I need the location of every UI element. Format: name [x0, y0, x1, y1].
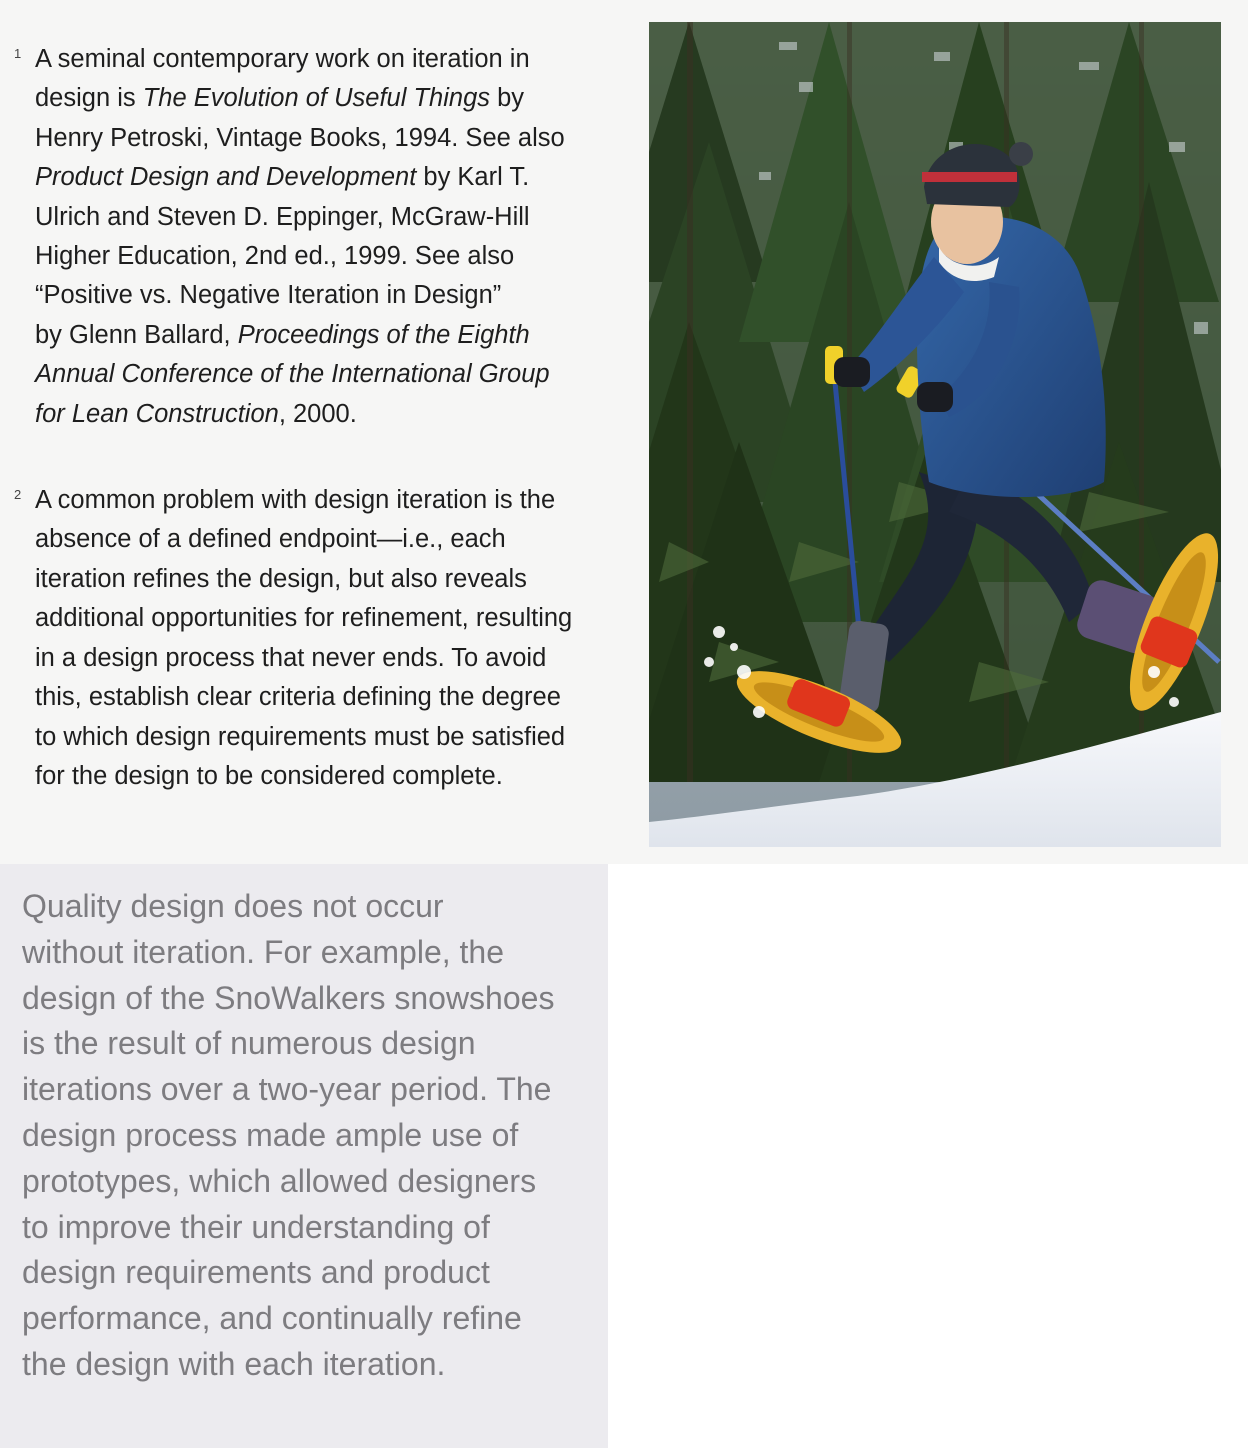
footnote-text: for the design to be considered complete. — [35, 761, 503, 790]
caption-line: prototypes, which allowed designers — [22, 1162, 537, 1199]
footnote-line — [35, 678, 614, 717]
caption-box — [0, 864, 608, 1448]
footnote-title-text: The Evolution of Useful Things — [142, 84, 490, 113]
footnote-line — [35, 198, 614, 237]
footnote-marker: 1 — [14, 46, 22, 61]
footnote-title-text: for Lean Construction — [35, 399, 279, 428]
caption-line: is the result of numerous design — [22, 1025, 476, 1062]
footnotes-column — [14, 40, 614, 796]
caption-line: iterations over a two-year period. The — [22, 1071, 552, 1108]
footnote-line — [35, 481, 614, 520]
footnote-text: A common problem with design iteration is the — [35, 486, 556, 515]
footnote-title-text: Annual Conference of the International Group — [35, 360, 550, 389]
footnote-line — [35, 276, 614, 315]
footnote-line — [35, 79, 614, 118]
footnote-title-text: Product Design and Development — [35, 163, 417, 192]
caption-line: design requirements and product — [22, 1254, 490, 1291]
footnote-line — [35, 158, 614, 197]
footnote-line — [35, 520, 614, 559]
footnote-line — [35, 395, 614, 434]
snowshoer-illustration — [649, 22, 1221, 847]
footnote-text: by Karl T. — [416, 163, 530, 192]
footnote-text: A seminal contemporary work on iteration in — [35, 45, 530, 73]
footnote-text: “Positive vs. Negative Iteration in Design” — [35, 281, 502, 310]
footnote-marker: 2 — [14, 487, 22, 503]
caption-line: design process made ample use of — [22, 1116, 519, 1153]
footnote-text: by Glenn Ballard, — [35, 320, 238, 349]
footnote-line — [35, 757, 614, 796]
footnote-line — [35, 119, 614, 158]
footnote-text: Higher Education, 2nd ed., 1999. See also — [35, 242, 515, 271]
footnote-line — [35, 316, 614, 355]
footnote-line — [35, 237, 614, 276]
footnote-text: this, establish clear criteria defining the degree — [35, 683, 561, 712]
footnote-2 — [14, 481, 614, 796]
footnote-line — [35, 599, 614, 638]
footnote-text: additional opportunities for refinement, resulting — [35, 604, 573, 633]
footnote-line — [35, 40, 614, 79]
caption-line: without iteration. For example, the — [22, 933, 505, 970]
caption-text — [22, 884, 602, 1388]
caption-line: design of the SnoWalkers snowshoes — [22, 979, 555, 1016]
caption-line: Quality design does not occur — [22, 888, 444, 924]
footnote-line — [35, 355, 614, 394]
footnote-text: in a design process that never ends. To avoid — [35, 643, 547, 672]
caption-line: the design with each iteration. — [22, 1345, 446, 1382]
footnote-text: design is — [35, 84, 143, 113]
footnote-title-text: Proceedings of the Eighth — [237, 320, 530, 349]
footnote-text: by — [490, 84, 525, 113]
footnote-1 — [14, 40, 614, 434]
footnote-text: iteration refines the design, but also reveals — [35, 564, 527, 593]
caption-line: to improve their understanding of — [22, 1208, 490, 1245]
footnote-text: , 2000. — [278, 399, 357, 428]
footnote-line — [35, 560, 614, 599]
footnote-line — [35, 718, 614, 757]
snowshoer-photo — [649, 22, 1221, 847]
footnote-text: to which design requirements must be satisfied — [35, 722, 566, 751]
caption-line: performance, and continually refine — [22, 1300, 522, 1337]
footnote-text: Ulrich and Steven D. Eppinger, McGraw-Hill — [35, 202, 530, 231]
footnote-line — [35, 639, 614, 678]
footnote-text: absence of a defined endpoint—i.e., each — [35, 525, 506, 554]
footnote-text: Henry Petroski, Vintage Books, 1994. See also — [35, 123, 565, 152]
